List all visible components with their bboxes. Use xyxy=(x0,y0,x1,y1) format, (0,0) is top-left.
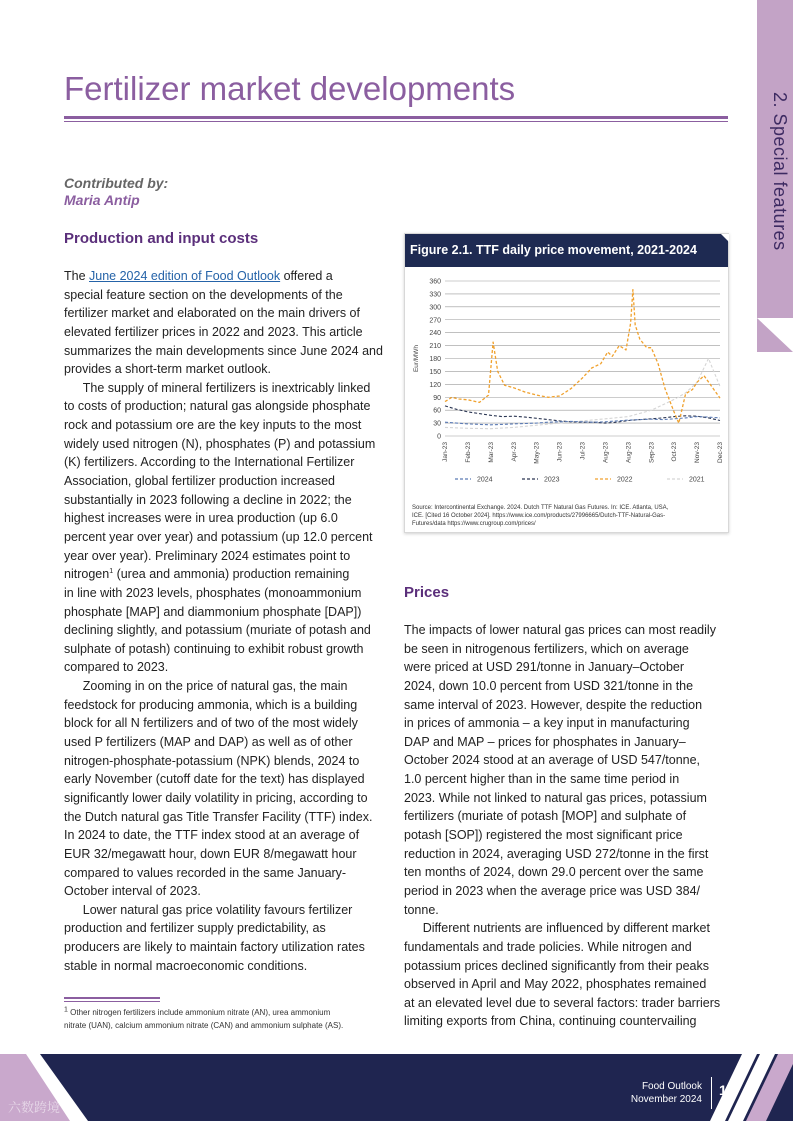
x-tick-label: Apr-23 xyxy=(510,442,518,462)
y-tick-label: 150 xyxy=(429,368,441,376)
right-line: Different nutrients are influenced by different market xyxy=(404,921,710,936)
left-line: In 2024 to date, the TTF index stood at an average of xyxy=(64,828,360,843)
right-line: potassium prices declined significantly from their peaks xyxy=(404,958,709,973)
left-line: stable in normal macroeconomic conditions. xyxy=(64,958,308,973)
section-heading-prices: Prices xyxy=(404,584,450,601)
x-tick-label: Sep-23 xyxy=(648,442,656,463)
right-line: October 2024 stood at an average of USD 547/tonne, xyxy=(404,753,701,768)
footer-publication xyxy=(560,1080,702,1106)
left-line: feedstock for producing ammonia, which is a building xyxy=(64,697,358,712)
y-tick-label: 300 xyxy=(429,304,441,312)
left-line: summarizes the main developments since June 2024 and xyxy=(64,343,383,358)
left-line: elevated fertilizer prices in 2022 and 2023. This article xyxy=(64,324,363,339)
footnote xyxy=(64,1006,343,1032)
figure-title-bar xyxy=(405,234,728,267)
left-line: widely used nitrogen (N), phosphates (P) and potassium xyxy=(64,436,376,451)
left-line: substantially in 2023 following a decline in 2022; the xyxy=(64,492,352,507)
left-line: highest increases were in urea production (up 6.0 xyxy=(64,511,338,526)
page-title: Fertilizer market developments xyxy=(64,70,516,107)
contributor-name: Maria Antip xyxy=(64,192,140,208)
x-tick-label: May-23 xyxy=(533,442,541,464)
left-line: compared to 2023. xyxy=(64,660,169,675)
left-column-text xyxy=(64,267,389,975)
watermark-text: 六数跨境 xyxy=(8,1100,61,1115)
left-text-segment: offered a xyxy=(280,269,333,283)
y-tick-label: 90 xyxy=(433,394,441,402)
figure-2-1 xyxy=(404,233,729,533)
y-tick-label: 120 xyxy=(429,381,441,389)
x-tick-label: Oct-23 xyxy=(671,442,679,462)
footnote-marker: 1 xyxy=(64,1006,68,1014)
left-line: early November (cutoff date for the text) has displayed xyxy=(64,772,365,787)
y-tick-label: 0 xyxy=(437,433,441,441)
y-tick-label: 30 xyxy=(433,420,441,428)
series-line-2022 xyxy=(445,290,720,424)
footnote-rule-thin xyxy=(64,1001,160,1002)
left-line: special feature section on the developments of the xyxy=(64,287,343,302)
x-tick-label: Aug-23 xyxy=(602,442,610,463)
left-line: sulphate of potash) continuing to exhibit robust growth xyxy=(64,641,364,656)
footnote-line xyxy=(64,1006,343,1019)
title-rule-thin xyxy=(64,121,728,122)
right-line: were priced at USD 291/tonne in January–October xyxy=(404,660,685,675)
right-line: 2023. While not linked to natural gas prices, potassium xyxy=(404,790,707,805)
left-line: production and fertilizer supply predictability, as xyxy=(64,921,326,936)
right-line: fundamentals and trade policies. While nitrogen and xyxy=(404,939,692,954)
footer-separator xyxy=(711,1077,712,1109)
page-number: 11 xyxy=(719,1082,734,1098)
right-line: observed in April and May 2022, phosphates remained xyxy=(404,977,707,992)
legend-label-2022: 2022 xyxy=(617,476,633,484)
left-line: percent year over year) and potassium (up 12.0 percent xyxy=(64,529,373,544)
ttf-price-chart xyxy=(405,274,730,499)
right-line: period in 2023 when the average price was USD 384/ xyxy=(404,883,701,898)
source-line: Source: Intercontinental Exchange. 2024. Dutch TTF Natural Gas Futures. In: ICE. Atlanta, USA, xyxy=(412,505,669,511)
source-line: Futures/data https://www.crugroup.com/prices/ xyxy=(412,521,536,527)
y-tick-label: 210 xyxy=(429,343,441,351)
left-line xyxy=(64,565,389,584)
x-tick-label: Dec-23 xyxy=(717,442,724,463)
y-tick-label: 60 xyxy=(433,407,441,415)
section-tab-notch xyxy=(757,318,793,352)
section-tab-label: 2. Special features xyxy=(770,92,790,251)
left-line: the Dutch natural gas Title Transfer Facility (TTF) index. xyxy=(64,809,373,824)
legend-label-2023: 2023 xyxy=(544,476,560,484)
left-line: The supply of mineral fertilizers is inextricably linked xyxy=(64,380,371,395)
right-line: in prices of ammonia – a key input in manufacturing xyxy=(404,716,690,731)
left-line: nitrogen-phosphate-potassium (NPK) blends, 2024 to xyxy=(64,753,360,768)
y-tick-label: 360 xyxy=(429,278,441,286)
left-line: Zooming in on the price of natural gas, the main xyxy=(64,679,348,694)
footer-publication-date: November 2024 xyxy=(630,1094,702,1105)
left-line: used P fertilizers (MAP and DAP) as well as of other xyxy=(64,735,353,750)
figure-source xyxy=(412,504,668,528)
left-line: provides a short-term market outlook. xyxy=(64,362,272,377)
x-tick-label: Jul-23 xyxy=(579,442,587,460)
title-rule xyxy=(64,116,728,119)
y-tick-label: 330 xyxy=(429,291,441,299)
left-line: EUR 32/megawatt hour, down EUR 8/megawatt hour xyxy=(64,846,357,861)
x-tick-label: Feb-23 xyxy=(464,442,472,463)
left-line: Association, global fertilizer production increased xyxy=(64,474,335,489)
right-line: 2024, down 10.0 percent from USD 321/tonne in the xyxy=(404,678,694,693)
right-line: be seen in nitrogenous fertilizers, which on average xyxy=(404,641,689,656)
source-line: ICE. [Cited 16 October 2024]. https://www.ice.com/products/27996665/Dutch-TTF-Natural-Gas- xyxy=(412,513,666,519)
legend-label-2024: 2024 xyxy=(477,476,493,484)
left-line: in line with 2023 levels, phosphates (monoammonium xyxy=(64,585,362,600)
right-column-text xyxy=(404,621,730,1031)
right-line: same interval of 2023. However, despite the reduction xyxy=(404,697,703,712)
right-line: 1.0 percent higher than in the same time period in xyxy=(404,772,680,787)
x-tick-label: Jun-23 xyxy=(556,442,564,462)
left-line: October interval of 2023. xyxy=(64,884,201,899)
left-line: declining slightly, and potassium (muriate of potash and xyxy=(64,623,371,638)
section-heading-production: Production and input costs xyxy=(64,230,259,247)
left-line: compared to values recorded in the same January- xyxy=(64,865,347,880)
figure-title: Figure 2.1. TTF daily price movement, 2021-2024 xyxy=(410,243,697,257)
left-line xyxy=(64,267,389,286)
footnote-line: nitrate (UAN), calcium ammonium nitrate (CAN) and ammonium sulphate (AS). xyxy=(64,1021,344,1030)
food-outlook-link[interactable]: June 2024 edition of Food Outlook xyxy=(89,269,281,283)
left-line: producers are likely to maintain factory utilization rates xyxy=(64,940,365,955)
left-line: rock and potassium ore are the key inputs to the most xyxy=(64,418,362,433)
left-line: phosphate [MAP] and diammonium phosphate [DAP]) xyxy=(64,604,362,619)
x-tick-label: Aug-23 xyxy=(625,442,633,463)
x-tick-label: Mar-23 xyxy=(487,442,495,463)
left-text-segment: The xyxy=(64,269,90,283)
left-line: block for all N fertilizers and of two of the most widely xyxy=(64,716,358,731)
right-line: ten months of 2024, down 29.0 percent over the same xyxy=(404,865,704,880)
x-tick-label: Jan-23 xyxy=(442,442,449,462)
left-text-segment: nitrogen xyxy=(64,567,110,582)
left-line: fertilizer market and elaborated on the main drivers of xyxy=(64,306,360,321)
left-line: Lower natural gas price volatility favours fertilizer xyxy=(64,902,353,917)
left-line: year over year). Preliminary 2024 estimates point to xyxy=(64,548,351,563)
legend-label-2021: 2021 xyxy=(689,476,705,484)
right-line: potash [SOP]) registered the most significant price xyxy=(404,828,683,843)
y-axis-label: Eur/MWh xyxy=(413,344,420,373)
y-tick-label: 240 xyxy=(429,330,441,338)
contributed-label: Contributed by: xyxy=(64,175,169,191)
left-line: (K) fertilizers. According to the International Fertilizer xyxy=(64,455,355,470)
footnote-text-segment: Other nitrogen fertilizers include ammonium nitrate (AN), urea ammonium xyxy=(67,1008,331,1017)
right-line: limiting exports from China, continuing countervailing xyxy=(404,1014,697,1029)
footnote-rule xyxy=(64,997,160,999)
right-line: reduction in 2024, averaging USD 272/tonne in the first xyxy=(404,846,709,861)
y-tick-label: 180 xyxy=(429,356,441,363)
left-line: to costs of production; natural gas alongside phosphate xyxy=(64,399,371,414)
right-line: tonne. xyxy=(404,902,439,917)
right-line: at an elevated level due to several factors: trader barriers xyxy=(404,995,721,1010)
right-line: DAP and MAP – prices for phosphates in January– xyxy=(404,734,686,749)
left-text-segment: (urea and ammonia) production remaining xyxy=(113,567,350,582)
y-tick-label: 270 xyxy=(429,317,441,325)
x-tick-label: Nov-23 xyxy=(694,442,702,463)
footer-publication-title: Food Outlook xyxy=(641,1081,702,1092)
right-line: fertilizers (muriate of potash [MOP] and sulphate of xyxy=(404,809,687,824)
footnote-marker: 1 xyxy=(109,568,114,576)
right-line: The impacts of lower natural gas prices can most readily xyxy=(404,623,716,637)
left-line: significantly lower daily volatility in pricing, according to xyxy=(64,790,368,805)
series-line-2021 xyxy=(445,359,720,429)
